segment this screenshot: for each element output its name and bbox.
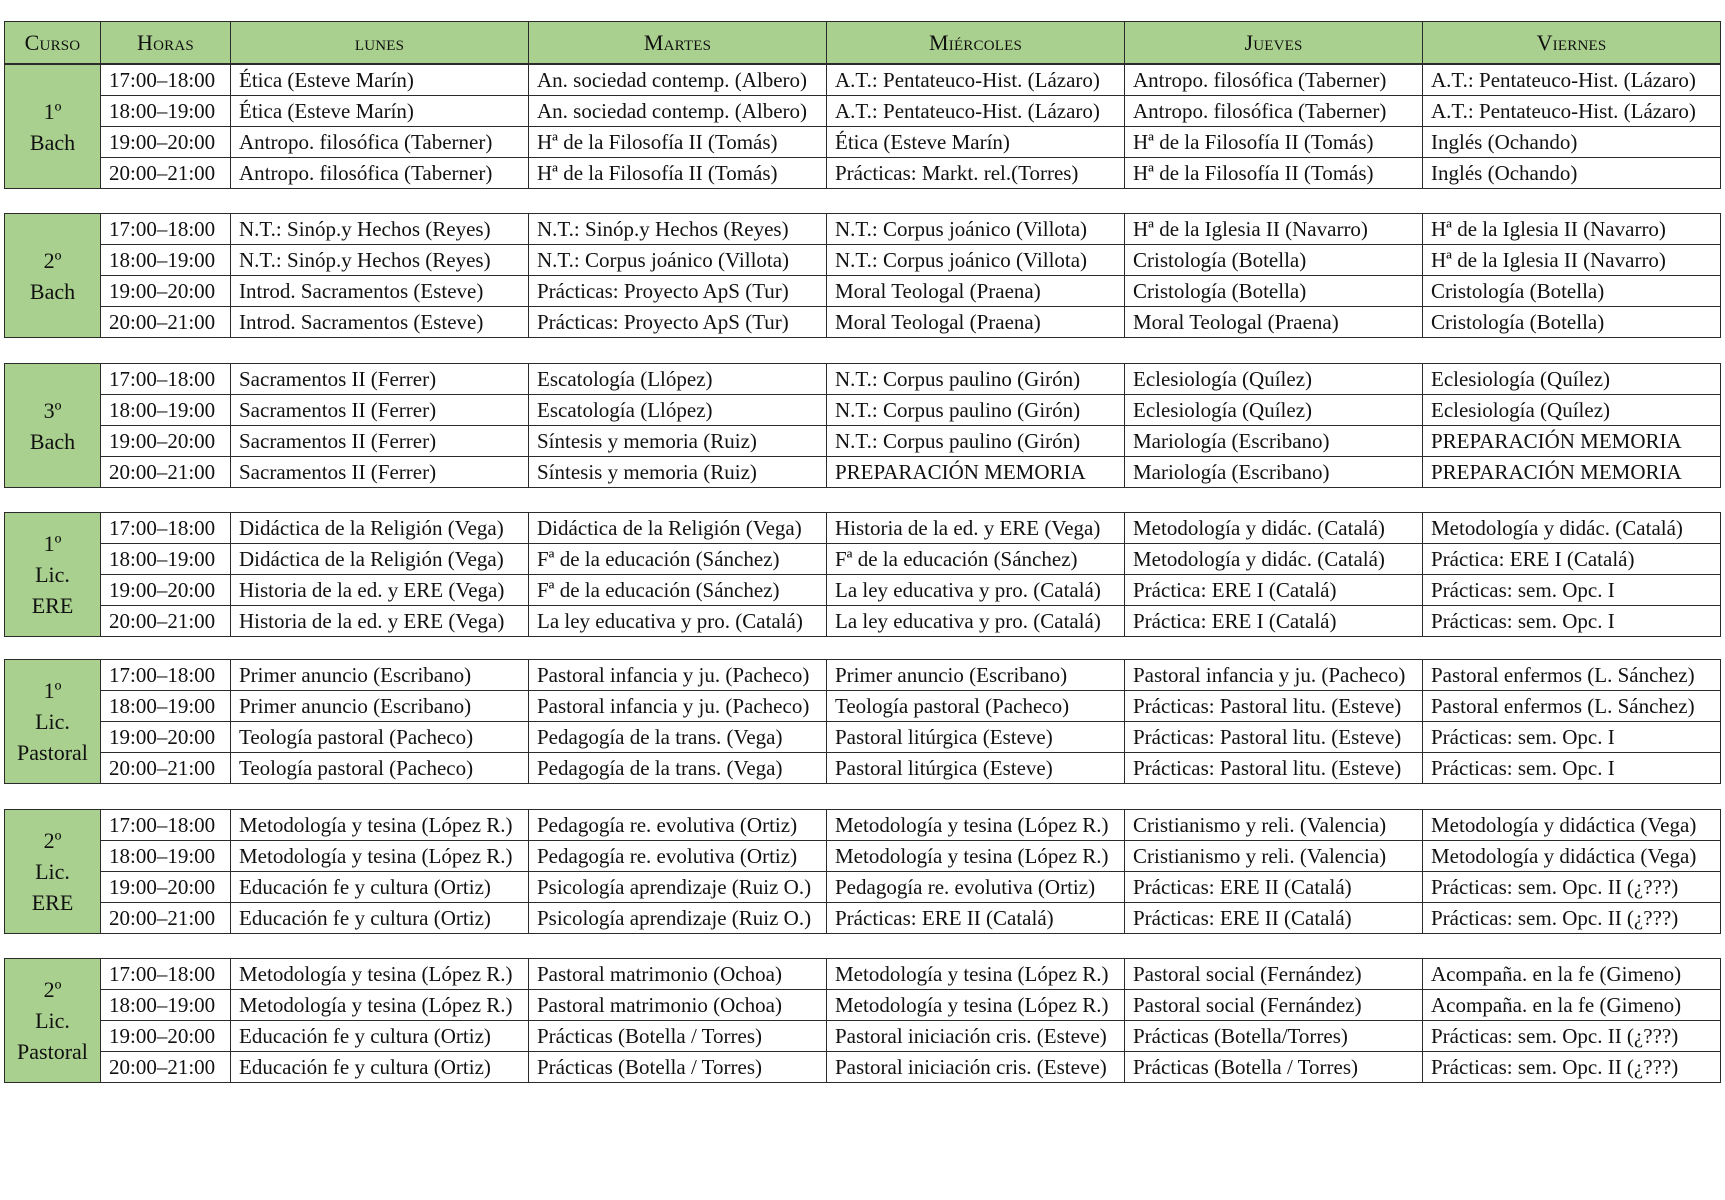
class-cell-viernes: PREPARACIÓN MEMORIA bbox=[1423, 426, 1721, 457]
schedule-row bbox=[5, 575, 1721, 606]
schedule-row bbox=[5, 426, 1721, 457]
schedule-header-table bbox=[4, 21, 1721, 64]
class-cell-lunes: Antropo. filosófica (Taberner) bbox=[231, 127, 529, 158]
class-cell-viernes: Metodología y didác. (Catalá) bbox=[1423, 513, 1721, 544]
course-label-line: 2º bbox=[43, 977, 62, 1002]
class-cell-miercoles: Prácticas: Markt. rel.(Torres) bbox=[827, 158, 1125, 189]
course-label bbox=[5, 513, 101, 637]
schedule-row bbox=[5, 214, 1721, 245]
class-cell-martes: Pedagogía re. evolutiva (Ortiz) bbox=[529, 810, 827, 841]
class-cell-lunes: Ética (Esteve Marín) bbox=[231, 65, 529, 96]
class-cell-miercoles: Primer anuncio (Escribano) bbox=[827, 660, 1125, 691]
class-cell-miercoles: Metodología y tesina (López R.) bbox=[827, 990, 1125, 1021]
class-cell-jueves: Moral Teologal (Praena) bbox=[1125, 307, 1423, 338]
class-cell-miercoles: N.T.: Corpus paulino (Girón) bbox=[827, 395, 1125, 426]
group-gap bbox=[4, 189, 1721, 213]
class-cell-viernes: Prácticas: sem. Opc. II (¿???) bbox=[1423, 872, 1721, 903]
course-label bbox=[5, 660, 101, 784]
schedule-row bbox=[5, 660, 1721, 691]
header-horas: Horas bbox=[101, 22, 231, 64]
header-lunes: lunes bbox=[231, 22, 529, 64]
class-cell-miercoles: Metodología y tesina (López R.) bbox=[827, 841, 1125, 872]
class-cell-viernes: Prácticas: sem. Opc. I bbox=[1423, 753, 1721, 784]
class-cell-viernes: A.T.: Pentateuco-Hist. (Lázaro) bbox=[1423, 65, 1721, 96]
class-cell-viernes: Metodología y didáctica (Vega) bbox=[1423, 810, 1721, 841]
course-label bbox=[5, 364, 101, 488]
schedule-row bbox=[5, 691, 1721, 722]
time-slot: 20:00–21:00 bbox=[101, 606, 231, 637]
class-cell-viernes: Inglés (Ochando) bbox=[1423, 127, 1721, 158]
time-slot: 17:00–18:00 bbox=[101, 364, 231, 395]
class-cell-lunes: Introd. Sacramentos (Esteve) bbox=[231, 307, 529, 338]
class-cell-lunes: Ética (Esteve Marín) bbox=[231, 96, 529, 127]
time-slot: 17:00–18:00 bbox=[101, 214, 231, 245]
time-slot: 20:00–21:00 bbox=[101, 307, 231, 338]
class-cell-lunes: Historia de la ed. y ERE (Vega) bbox=[231, 575, 529, 606]
class-cell-martes: Síntesis y memoria (Ruiz) bbox=[529, 426, 827, 457]
schedule-row bbox=[5, 395, 1721, 426]
class-cell-miercoles: Metodología y tesina (López R.) bbox=[827, 810, 1125, 841]
class-cell-miercoles: A.T.: Pentateuco-Hist. (Lázaro) bbox=[827, 96, 1125, 127]
time-slot: 17:00–18:00 bbox=[101, 65, 231, 96]
time-slot: 19:00–20:00 bbox=[101, 127, 231, 158]
class-cell-martes: Prácticas: Proyecto ApS (Tur) bbox=[529, 307, 827, 338]
class-cell-viernes: Hª de la Iglesia II (Navarro) bbox=[1423, 245, 1721, 276]
course-group-table bbox=[4, 958, 1721, 1083]
time-slot: 19:00–20:00 bbox=[101, 872, 231, 903]
course-label-line: 1º bbox=[43, 531, 62, 556]
class-cell-miercoles: PREPARACIÓN MEMORIA bbox=[827, 457, 1125, 488]
schedule-row bbox=[5, 127, 1721, 158]
class-cell-martes: Prácticas (Botella / Torres) bbox=[529, 1052, 827, 1083]
class-cell-viernes: Prácticas: sem. Opc. I bbox=[1423, 606, 1721, 637]
course-group-table bbox=[4, 213, 1721, 338]
course-label-line: 2º bbox=[43, 247, 62, 273]
course-label bbox=[5, 214, 101, 338]
class-cell-martes: Fª de la educación (Sánchez) bbox=[529, 575, 827, 606]
time-slot: 18:00–19:00 bbox=[101, 841, 231, 872]
class-cell-jueves: Cristianismo y reli. (Valencia) bbox=[1125, 841, 1423, 872]
class-cell-martes: Psicología aprendizaje (Ruiz O.) bbox=[529, 872, 827, 903]
class-cell-jueves: Práctica: ERE I (Catalá) bbox=[1125, 575, 1423, 606]
class-cell-jueves: Cristología (Botella) bbox=[1125, 276, 1423, 307]
schedule-row bbox=[5, 158, 1721, 189]
class-cell-viernes: Prácticas: sem. Opc. II (¿???) bbox=[1423, 1052, 1721, 1083]
time-slot: 17:00–18:00 bbox=[101, 959, 231, 990]
time-slot: 18:00–19:00 bbox=[101, 245, 231, 276]
course-label-line: 1º bbox=[43, 678, 62, 703]
class-cell-viernes: Eclesiología (Quílez) bbox=[1423, 395, 1721, 426]
class-cell-lunes: Educación fe y cultura (Ortiz) bbox=[231, 1021, 529, 1052]
class-cell-miercoles: Prácticas: ERE II (Catalá) bbox=[827, 903, 1125, 934]
schedule-row bbox=[5, 65, 1721, 96]
class-cell-martes: Pedagogía de la trans. (Vega) bbox=[529, 722, 827, 753]
schedule-row bbox=[5, 457, 1721, 488]
course-label-line: 2º bbox=[43, 828, 62, 853]
class-cell-jueves: Eclesiología (Quílez) bbox=[1125, 395, 1423, 426]
time-slot: 20:00–21:00 bbox=[101, 1052, 231, 1083]
class-cell-martes: Pastoral infancia y ju. (Pacheco) bbox=[529, 660, 827, 691]
class-cell-miercoles: Moral Teologal (Praena) bbox=[827, 276, 1125, 307]
schedule-row bbox=[5, 722, 1721, 753]
class-cell-martes: N.T.: Corpus joánico (Villota) bbox=[529, 245, 827, 276]
class-cell-viernes: A.T.: Pentateuco-Hist. (Lázaro) bbox=[1423, 96, 1721, 127]
class-cell-lunes: N.T.: Sinóp.y Hechos (Reyes) bbox=[231, 245, 529, 276]
class-cell-martes: Escatología (Llópez) bbox=[529, 364, 827, 395]
course-label-line: Bach bbox=[29, 428, 76, 454]
time-slot: 19:00–20:00 bbox=[101, 1021, 231, 1052]
course-groups bbox=[4, 64, 1721, 1083]
class-cell-jueves: Eclesiología (Quílez) bbox=[1125, 364, 1423, 395]
class-cell-lunes: Historia de la ed. y ERE (Vega) bbox=[231, 606, 529, 637]
time-slot: 18:00–19:00 bbox=[101, 96, 231, 127]
course-label-line: Bach bbox=[29, 278, 76, 304]
class-cell-martes: Síntesis y memoria (Ruiz) bbox=[529, 457, 827, 488]
course-label-line: 1º bbox=[43, 98, 62, 124]
class-cell-lunes: Didáctica de la Religión (Vega) bbox=[231, 544, 529, 575]
class-cell-lunes: Educación fe y cultura (Ortiz) bbox=[231, 872, 529, 903]
header-miercoles: Miércoles bbox=[827, 22, 1125, 64]
class-cell-viernes: Práctica: ERE I (Catalá) bbox=[1423, 544, 1721, 575]
time-slot: 20:00–21:00 bbox=[101, 753, 231, 784]
class-cell-martes: An. sociedad contemp. (Albero) bbox=[529, 65, 827, 96]
time-slot: 19:00–20:00 bbox=[101, 276, 231, 307]
class-cell-viernes: PREPARACIÓN MEMORIA bbox=[1423, 457, 1721, 488]
class-cell-viernes: Prácticas: sem. Opc. II (¿???) bbox=[1423, 1021, 1721, 1052]
class-cell-jueves: Cristianismo y reli. (Valencia) bbox=[1125, 810, 1423, 841]
class-cell-jueves: Prácticas: ERE II (Catalá) bbox=[1125, 903, 1423, 934]
time-slot: 19:00–20:00 bbox=[101, 426, 231, 457]
course-group-table bbox=[4, 809, 1721, 934]
class-cell-jueves: Práctica: ERE I (Catalá) bbox=[1125, 606, 1423, 637]
header-martes: Martes bbox=[529, 22, 827, 64]
class-cell-lunes: Didáctica de la Religión (Vega) bbox=[231, 513, 529, 544]
time-slot: 19:00–20:00 bbox=[101, 722, 231, 753]
course-label bbox=[5, 959, 101, 1083]
time-slot: 20:00–21:00 bbox=[101, 457, 231, 488]
class-cell-lunes: Teología pastoral (Pacheco) bbox=[231, 722, 529, 753]
class-cell-miercoles: Fª de la educación (Sánchez) bbox=[827, 544, 1125, 575]
class-cell-martes: Hª de la Filosofía II (Tomás) bbox=[529, 158, 827, 189]
time-slot: 20:00–21:00 bbox=[101, 158, 231, 189]
time-slot: 17:00–18:00 bbox=[101, 513, 231, 544]
course-label-line: Bach bbox=[29, 129, 76, 155]
schedule-row bbox=[5, 276, 1721, 307]
class-cell-martes: An. sociedad contemp. (Albero) bbox=[529, 96, 827, 127]
class-cell-jueves: Prácticas: Pastoral litu. (Esteve) bbox=[1125, 753, 1423, 784]
class-cell-viernes: Acompaña. en la fe (Gimeno) bbox=[1423, 959, 1721, 990]
schedule-row bbox=[5, 1021, 1721, 1052]
time-slot: 17:00–18:00 bbox=[101, 810, 231, 841]
course-label-line: 3º bbox=[43, 397, 62, 423]
class-cell-martes: Psicología aprendizaje (Ruiz O.) bbox=[529, 903, 827, 934]
class-cell-martes: Pedagogía de la trans. (Vega) bbox=[529, 753, 827, 784]
class-cell-martes: Escatología (Llópez) bbox=[529, 395, 827, 426]
course-group-table bbox=[4, 363, 1721, 488]
class-cell-jueves: Mariología (Escribano) bbox=[1125, 426, 1423, 457]
course-label-line: Pastoral bbox=[17, 1039, 88, 1064]
schedule-row bbox=[5, 872, 1721, 903]
schedule-row bbox=[5, 96, 1721, 127]
class-cell-lunes: Sacramentos II (Ferrer) bbox=[231, 426, 529, 457]
class-cell-jueves: Hª de la Iglesia II (Navarro) bbox=[1125, 214, 1423, 245]
class-cell-lunes: Primer anuncio (Escribano) bbox=[231, 691, 529, 722]
class-cell-viernes: Hª de la Iglesia II (Navarro) bbox=[1423, 214, 1721, 245]
group-gap bbox=[4, 934, 1721, 958]
class-cell-viernes: Inglés (Ochando) bbox=[1423, 158, 1721, 189]
class-cell-miercoles: N.T.: Corpus joánico (Villota) bbox=[827, 245, 1125, 276]
time-slot: 18:00–19:00 bbox=[101, 691, 231, 722]
schedule-row bbox=[5, 1052, 1721, 1083]
class-cell-lunes: Sacramentos II (Ferrer) bbox=[231, 364, 529, 395]
class-cell-jueves: Cristología (Botella) bbox=[1125, 245, 1423, 276]
header-row bbox=[5, 22, 1721, 64]
class-cell-miercoles: Pastoral iniciación cris. (Esteve) bbox=[827, 1052, 1125, 1083]
class-cell-jueves: Prácticas: ERE II (Catalá) bbox=[1125, 872, 1423, 903]
course-label-line: Pastoral bbox=[17, 740, 88, 765]
class-cell-jueves: Prácticas: Pastoral litu. (Esteve) bbox=[1125, 691, 1423, 722]
class-cell-martes: Hª de la Filosofía II (Tomás) bbox=[529, 127, 827, 158]
course-label-line: ERE bbox=[31, 593, 74, 618]
class-cell-martes: Prácticas (Botella / Torres) bbox=[529, 1021, 827, 1052]
schedule-row bbox=[5, 810, 1721, 841]
class-cell-martes: Fª de la educación (Sánchez) bbox=[529, 544, 827, 575]
schedule-row bbox=[5, 513, 1721, 544]
class-cell-jueves: Pastoral social (Fernández) bbox=[1125, 959, 1423, 990]
schedule-sheet bbox=[4, 21, 1721, 1083]
time-slot: 20:00–21:00 bbox=[101, 903, 231, 934]
class-cell-jueves: Antropo. filosófica (Taberner) bbox=[1125, 96, 1423, 127]
class-cell-jueves: Prácticas: Pastoral litu. (Esteve) bbox=[1125, 722, 1423, 753]
class-cell-miercoles: La ley educativa y pro. (Catalá) bbox=[827, 606, 1125, 637]
class-cell-viernes: Acompaña. en la fe (Gimeno) bbox=[1423, 990, 1721, 1021]
schedule-row bbox=[5, 307, 1721, 338]
class-cell-miercoles: Pastoral iniciación cris. (Esteve) bbox=[827, 1021, 1125, 1052]
time-slot: 18:00–19:00 bbox=[101, 990, 231, 1021]
course-label-line: ERE bbox=[31, 890, 74, 915]
class-cell-lunes: Sacramentos II (Ferrer) bbox=[231, 395, 529, 426]
class-cell-martes: Pedagogía re. evolutiva (Ortiz) bbox=[529, 841, 827, 872]
class-cell-lunes: Antropo. filosófica (Taberner) bbox=[231, 158, 529, 189]
time-slot: 19:00–20:00 bbox=[101, 575, 231, 606]
schedule-row bbox=[5, 990, 1721, 1021]
schedule-row bbox=[5, 903, 1721, 934]
course-label bbox=[5, 65, 101, 189]
class-cell-lunes: Metodología y tesina (López R.) bbox=[231, 959, 529, 990]
class-cell-viernes: Prácticas: sem. Opc. II (¿???) bbox=[1423, 903, 1721, 934]
class-cell-viernes: Cristología (Botella) bbox=[1423, 276, 1721, 307]
class-cell-miercoles: A.T.: Pentateuco-Hist. (Lázaro) bbox=[827, 65, 1125, 96]
time-slot: 17:00–18:00 bbox=[101, 660, 231, 691]
class-cell-jueves: Prácticas (Botella / Torres) bbox=[1125, 1052, 1423, 1083]
class-cell-lunes: Metodología y tesina (López R.) bbox=[231, 810, 529, 841]
course-label-line: Lic. bbox=[35, 1008, 70, 1033]
class-cell-jueves: Metodología y didác. (Catalá) bbox=[1125, 513, 1423, 544]
schedule-row bbox=[5, 841, 1721, 872]
class-cell-martes: Pastoral matrimonio (Ochoa) bbox=[529, 990, 827, 1021]
class-cell-viernes: Prácticas: sem. Opc. I bbox=[1423, 722, 1721, 753]
class-cell-martes: N.T.: Sinóp.y Hechos (Reyes) bbox=[529, 214, 827, 245]
class-cell-jueves: Metodología y didác. (Catalá) bbox=[1125, 544, 1423, 575]
schedule-row bbox=[5, 606, 1721, 637]
class-cell-miercoles: Pedagogía re. evolutiva (Ortiz) bbox=[827, 872, 1125, 903]
class-cell-jueves: Hª de la Filosofía II (Tomás) bbox=[1125, 158, 1423, 189]
class-cell-jueves: Pastoral infancia y ju. (Pacheco) bbox=[1125, 660, 1423, 691]
class-cell-miercoles: N.T.: Corpus paulino (Girón) bbox=[827, 426, 1125, 457]
class-cell-lunes: Primer anuncio (Escribano) bbox=[231, 660, 529, 691]
class-cell-miercoles: Ética (Esteve Marín) bbox=[827, 127, 1125, 158]
header-jueves: Jueves bbox=[1125, 22, 1423, 64]
class-cell-viernes: Eclesiología (Quílez) bbox=[1423, 364, 1721, 395]
group-gap bbox=[4, 637, 1721, 659]
class-cell-martes: La ley educativa y pro. (Catalá) bbox=[529, 606, 827, 637]
class-cell-viernes: Prácticas: sem. Opc. I bbox=[1423, 575, 1721, 606]
class-cell-jueves: Antropo. filosófica (Taberner) bbox=[1125, 65, 1423, 96]
course-group-table bbox=[4, 512, 1721, 637]
class-cell-lunes: Sacramentos II (Ferrer) bbox=[231, 457, 529, 488]
class-cell-martes: Prácticas: Proyecto ApS (Tur) bbox=[529, 276, 827, 307]
header-curso: Curso bbox=[5, 22, 101, 64]
class-cell-lunes: Introd. Sacramentos (Esteve) bbox=[231, 276, 529, 307]
class-cell-miercoles: Pastoral litúrgica (Esteve) bbox=[827, 753, 1125, 784]
schedule-row bbox=[5, 753, 1721, 784]
schedule-row bbox=[5, 245, 1721, 276]
class-cell-miercoles: Moral Teologal (Praena) bbox=[827, 307, 1125, 338]
class-cell-viernes: Cristología (Botella) bbox=[1423, 307, 1721, 338]
class-cell-jueves: Prácticas (Botella/Torres) bbox=[1125, 1021, 1423, 1052]
class-cell-jueves: Hª de la Filosofía II (Tomás) bbox=[1125, 127, 1423, 158]
class-cell-miercoles: Pastoral litúrgica (Esteve) bbox=[827, 722, 1125, 753]
class-cell-miercoles: N.T.: Corpus joánico (Villota) bbox=[827, 214, 1125, 245]
course-group-table bbox=[4, 64, 1721, 189]
course-label-line: Lic. bbox=[35, 859, 70, 884]
course-label bbox=[5, 810, 101, 934]
group-gap bbox=[4, 488, 1721, 512]
class-cell-miercoles: Metodología y tesina (López R.) bbox=[827, 959, 1125, 990]
class-cell-viernes: Metodología y didáctica (Vega) bbox=[1423, 841, 1721, 872]
course-label-line: Lic. bbox=[35, 709, 70, 734]
class-cell-martes: Didáctica de la Religión (Vega) bbox=[529, 513, 827, 544]
course-group-table bbox=[4, 659, 1721, 784]
class-cell-jueves: Pastoral social (Fernández) bbox=[1125, 990, 1423, 1021]
time-slot: 18:00–19:00 bbox=[101, 395, 231, 426]
time-slot: 18:00–19:00 bbox=[101, 544, 231, 575]
class-cell-lunes: Educación fe y cultura (Ortiz) bbox=[231, 1052, 529, 1083]
group-gap bbox=[4, 338, 1721, 363]
class-cell-jueves: Mariología (Escribano) bbox=[1125, 457, 1423, 488]
schedule-row bbox=[5, 364, 1721, 395]
class-cell-martes: Pastoral infancia y ju. (Pacheco) bbox=[529, 691, 827, 722]
class-cell-miercoles: La ley educativa y pro. (Catalá) bbox=[827, 575, 1125, 606]
course-label-line: Lic. bbox=[35, 562, 70, 587]
class-cell-miercoles: Historia de la ed. y ERE (Vega) bbox=[827, 513, 1125, 544]
class-cell-viernes: Pastoral enfermos (L. Sánchez) bbox=[1423, 660, 1721, 691]
class-cell-lunes: Metodología y tesina (López R.) bbox=[231, 841, 529, 872]
class-cell-lunes: Teología pastoral (Pacheco) bbox=[231, 753, 529, 784]
class-cell-miercoles: N.T.: Corpus paulino (Girón) bbox=[827, 364, 1125, 395]
class-cell-viernes: Pastoral enfermos (L. Sánchez) bbox=[1423, 691, 1721, 722]
class-cell-martes: Pastoral matrimonio (Ochoa) bbox=[529, 959, 827, 990]
class-cell-miercoles: Teología pastoral (Pacheco) bbox=[827, 691, 1125, 722]
class-cell-lunes: Metodología y tesina (López R.) bbox=[231, 990, 529, 1021]
group-gap bbox=[4, 784, 1721, 809]
schedule-row bbox=[5, 959, 1721, 990]
class-cell-lunes: Educación fe y cultura (Ortiz) bbox=[231, 903, 529, 934]
class-cell-lunes: N.T.: Sinóp.y Hechos (Reyes) bbox=[231, 214, 529, 245]
schedule-row bbox=[5, 544, 1721, 575]
header-viernes: Viernes bbox=[1423, 22, 1721, 64]
